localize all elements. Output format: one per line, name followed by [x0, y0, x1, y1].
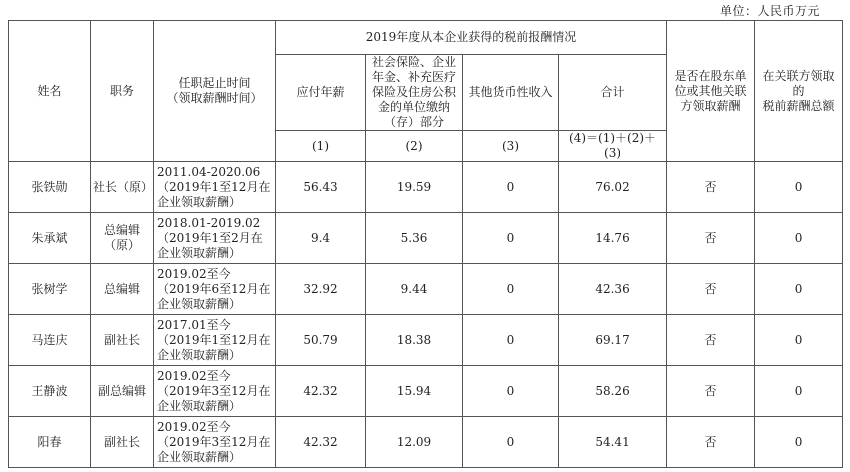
cell-related-pay: 0 — [755, 315, 843, 366]
cell-salary: 56.43 — [276, 162, 366, 213]
cell-other-income: 0 — [463, 315, 559, 366]
header-index-1: (1) — [276, 131, 366, 162]
cell-salary: 50.79 — [276, 315, 366, 366]
cell-insurance: 15.94 — [366, 366, 463, 417]
cell-shareholder-pay: 否 — [667, 315, 755, 366]
cell-shareholder-pay: 否 — [667, 162, 755, 213]
cell-term: 2011.04-2020.06 （2019年1至12月在 企业领取薪酬） — [154, 162, 276, 213]
cell-shareholder-pay: 否 — [667, 417, 755, 468]
header-related-pay: 在关联方领取的 税前薪酬总额 — [755, 21, 843, 162]
cell-related-pay: 0 — [755, 264, 843, 315]
cell-shareholder-pay: 否 — [667, 264, 755, 315]
cell-term: 2019.02至今 （2019年3至12月在 企业领取薪酬） — [154, 417, 276, 468]
cell-total: 58.26 — [559, 366, 667, 417]
table-row — [9, 213, 843, 264]
cell-position: 总编辑 — [91, 264, 154, 315]
cell-other-income: 0 — [463, 366, 559, 417]
cell-insurance: 18.38 — [366, 315, 463, 366]
cell-insurance: 12.09 — [366, 417, 463, 468]
cell-insurance: 5.36 — [366, 213, 463, 264]
cell-position: 总编辑（原） — [91, 213, 154, 264]
cell-other-income: 0 — [463, 264, 559, 315]
cell-other-income: 0 — [463, 417, 559, 468]
cell-insurance: 19.59 — [366, 162, 463, 213]
unit-label: 单位：人民币万元 — [719, 4, 820, 18]
header-shareholder-pay: 是否在股东单 位或其他关联 方领取薪酬 — [667, 21, 755, 162]
header-name: 姓名 — [9, 21, 91, 162]
header-total: 合计 — [559, 55, 667, 131]
cell-insurance: 9.44 — [366, 264, 463, 315]
header-index-4: (4)＝(1)＋(2)＋(3) — [559, 131, 667, 162]
header-other-income: 其他货币性收入 — [463, 55, 559, 131]
cell-other-income: 0 — [463, 213, 559, 264]
cell-name: 朱承斌 — [9, 213, 91, 264]
cell-shareholder-pay: 否 — [667, 213, 755, 264]
header-index-2: (2) — [366, 131, 463, 162]
cell-name: 王静波 — [9, 366, 91, 417]
cell-total: 42.36 — [559, 264, 667, 315]
cell-total: 76.02 — [559, 162, 667, 213]
cell-position: 社长（原） — [91, 162, 154, 213]
table-row — [9, 315, 843, 366]
header-insurance: 社会保险、企业 年金、补充医疗 保险及住房公积 金的单位缴纳 （存）部分 — [366, 55, 463, 131]
cell-position: 副社长 — [91, 315, 154, 366]
cell-related-pay: 0 — [755, 213, 843, 264]
cell-related-pay: 0 — [755, 417, 843, 468]
cell-name: 张树学 — [9, 264, 91, 315]
header-index-3: (3) — [463, 131, 559, 162]
table-row — [9, 417, 843, 468]
cell-name: 阳春 — [9, 417, 91, 468]
cell-related-pay: 0 — [755, 162, 843, 213]
cell-term: 2019.02至今 （2019年6至12月在 企业领取薪酬） — [154, 264, 276, 315]
header-term: 任职起止时间 （领取薪酬时间） — [154, 21, 276, 162]
cell-position: 副总编辑 — [91, 366, 154, 417]
cell-name: 张铁勋 — [9, 162, 91, 213]
table-row — [9, 264, 843, 315]
cell-salary: 42.32 — [276, 366, 366, 417]
cell-related-pay: 0 — [755, 366, 843, 417]
cell-salary: 9.4 — [276, 213, 366, 264]
cell-salary: 42.32 — [276, 417, 366, 468]
cell-term: 2018.01-2019.02 （2019年1至2月在 企业领取薪酬） — [154, 213, 276, 264]
header-group-compensation: 2019年度从本企业获得的税前报酬情况 — [276, 21, 667, 55]
table-row — [9, 366, 843, 417]
cell-total: 54.41 — [559, 417, 667, 468]
cell-term: 2019.02至今 （2019年3至12月在 企业领取薪酬） — [154, 366, 276, 417]
table-row — [9, 162, 843, 213]
cell-total: 14.76 — [559, 213, 667, 264]
compensation-table — [8, 20, 843, 468]
header-position: 职务 — [91, 21, 154, 162]
header-salary: 应付年薪 — [276, 55, 366, 131]
cell-position: 副社长 — [91, 417, 154, 468]
cell-other-income: 0 — [463, 162, 559, 213]
cell-name: 马连庆 — [9, 315, 91, 366]
cell-term: 2017.01至今 （2019年1至12月在 企业领取薪酬） — [154, 315, 276, 366]
cell-salary: 32.92 — [276, 264, 366, 315]
cell-total: 69.17 — [559, 315, 667, 366]
cell-shareholder-pay: 否 — [667, 366, 755, 417]
